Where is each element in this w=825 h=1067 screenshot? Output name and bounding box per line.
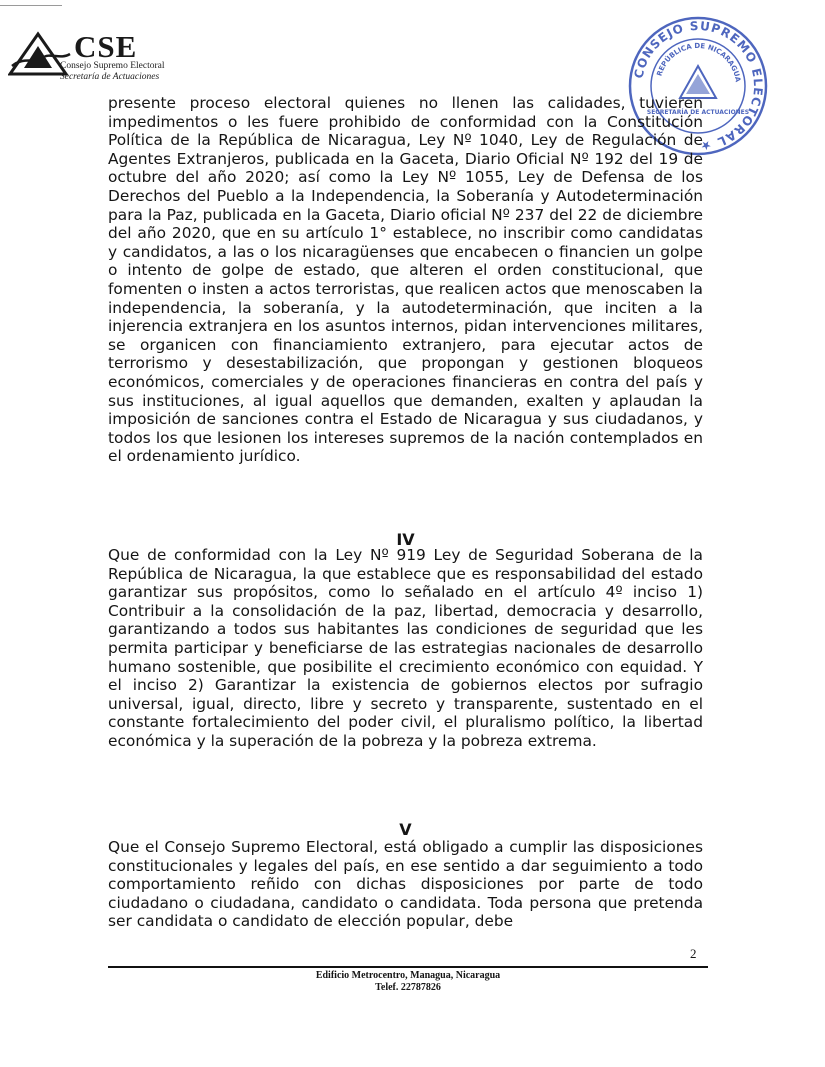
footer-rule	[108, 966, 708, 968]
logo-department-name: Secretaría de Actuaciones	[60, 72, 160, 82]
section-heading-v: V	[399, 820, 412, 839]
resolution-text-block	[108, 94, 703, 466]
logo-institution-name: Consejo Supremo Electoral	[60, 61, 165, 71]
section-v-block	[108, 838, 703, 931]
paragraph-sovereign-security: Que de conformidad con la Ley Nº 919 Ley de Seguridad Soberana de la República de Nicaragua, la que establece que es responsabilidad del estado garantizar sus propósitos, como lo señalado en el artículo 4º inciso 1) Contribuir a la consolidación de la paz, libertad, democracia y desarrollo, garantizando a todos sus habitantes las condiciones de seguridad que les permita participar y beneficiarse de las estrategias nacionales de desarrollo humano sostenible, que posibilite el crecimiento económico con equidad. Y el inciso 2) Garantizar la existencia de gobiernos electos por sufragio universal, igual, directo, libre y secreto y transparente, sustentado en el constante fortalecimiento del poder civil, el pluralismo político, la libertad económica y la superación de la pobreza y la pobreza extrema.	[108, 546, 703, 750]
paragraph-electoral-council: Que el Consejo Supremo Electoral, está obligado a cumplir las disposiciones constitucionales y legales del país, en ese sentido a dar seguimiento a todo comportamiento reñido con dichas disposiciones por parte de todo ciudadano o ciudadana, candidato o candidata. Toda persona que pretenda ser candidata o candidato de elección popular, debe	[108, 838, 703, 931]
footer-phone: Telef. 22787826	[375, 982, 441, 993]
svg-text:CONSEJO SUPREMO ELECTORAL ★: CONSEJO SUPREMO ELECTORAL ★	[631, 18, 766, 154]
section-iv-block	[108, 546, 703, 751]
paragraph-restrictions: presente proceso electoral quienes no llenen las calidades, tuvieren impedimentos o les fuere prohibido de conformidad con la Constitución Política de la República de Nicaragua, Ley Nº 1040, Ley de Regulación de Agentes Extranjeros, publicada en la Gaceta, Diario Oficial Nº 192 del 19 de octubre del año 2020; así como la Ley Nº 1055, Ley de Defensa de los Derechos del Pueblo a la Independencia, la Soberanía y Autodeterminación para la Paz, publicada en la Gaceta, Diario oficial Nº 237 del 22 de diciembre del año 2020, que en su artículo 1° establece, no inscribir como candidatas y candidatos, a las o los nicaragüenses que encabecen o financien un golpe o intento de golpe de estado, que alteren el orden constitucional, que fomenten o insten a actos terroristas, que realicen actos que menoscaben la independencia, la soberanía, y la autodeterminación, que inciten a la injerencia extranjera en los asuntos internos, pidan intervenciones militares, se organicen con financiamiento extranjero, para ejecutar actos de terrorismo y desestabilización, que propongan y gestionen bloqueos económicos, comerciales y de operaciones financieras en contra del país y sus instituciones, al igual aquellos que demanden, exalten y aplaudan la imposición de sanciones contra el Estado de Nicaragua y sus ciudadanos, y todos los que lesionen los intereses supremos de la nación contemplados en el ordenamiento jurídico.	[108, 94, 703, 466]
footer-address: Edificio Metrocentro, Managua, Nicaragua	[315, 970, 501, 981]
svg-text:REPÚBLICA DE NICARAGUA: REPÚBLICA DE NICARAGUA	[655, 41, 742, 83]
section-heading-iv: IV	[396, 530, 415, 549]
top-rule	[0, 5, 62, 6]
cse-logo	[8, 29, 165, 85]
svg-text:SECRETARÍA DE ACTUACIONES: SECRETARÍA DE ACTUACIONES	[646, 109, 750, 116]
page-number: 2	[690, 946, 697, 961]
logo-abbrev: CSE	[74, 29, 138, 64]
